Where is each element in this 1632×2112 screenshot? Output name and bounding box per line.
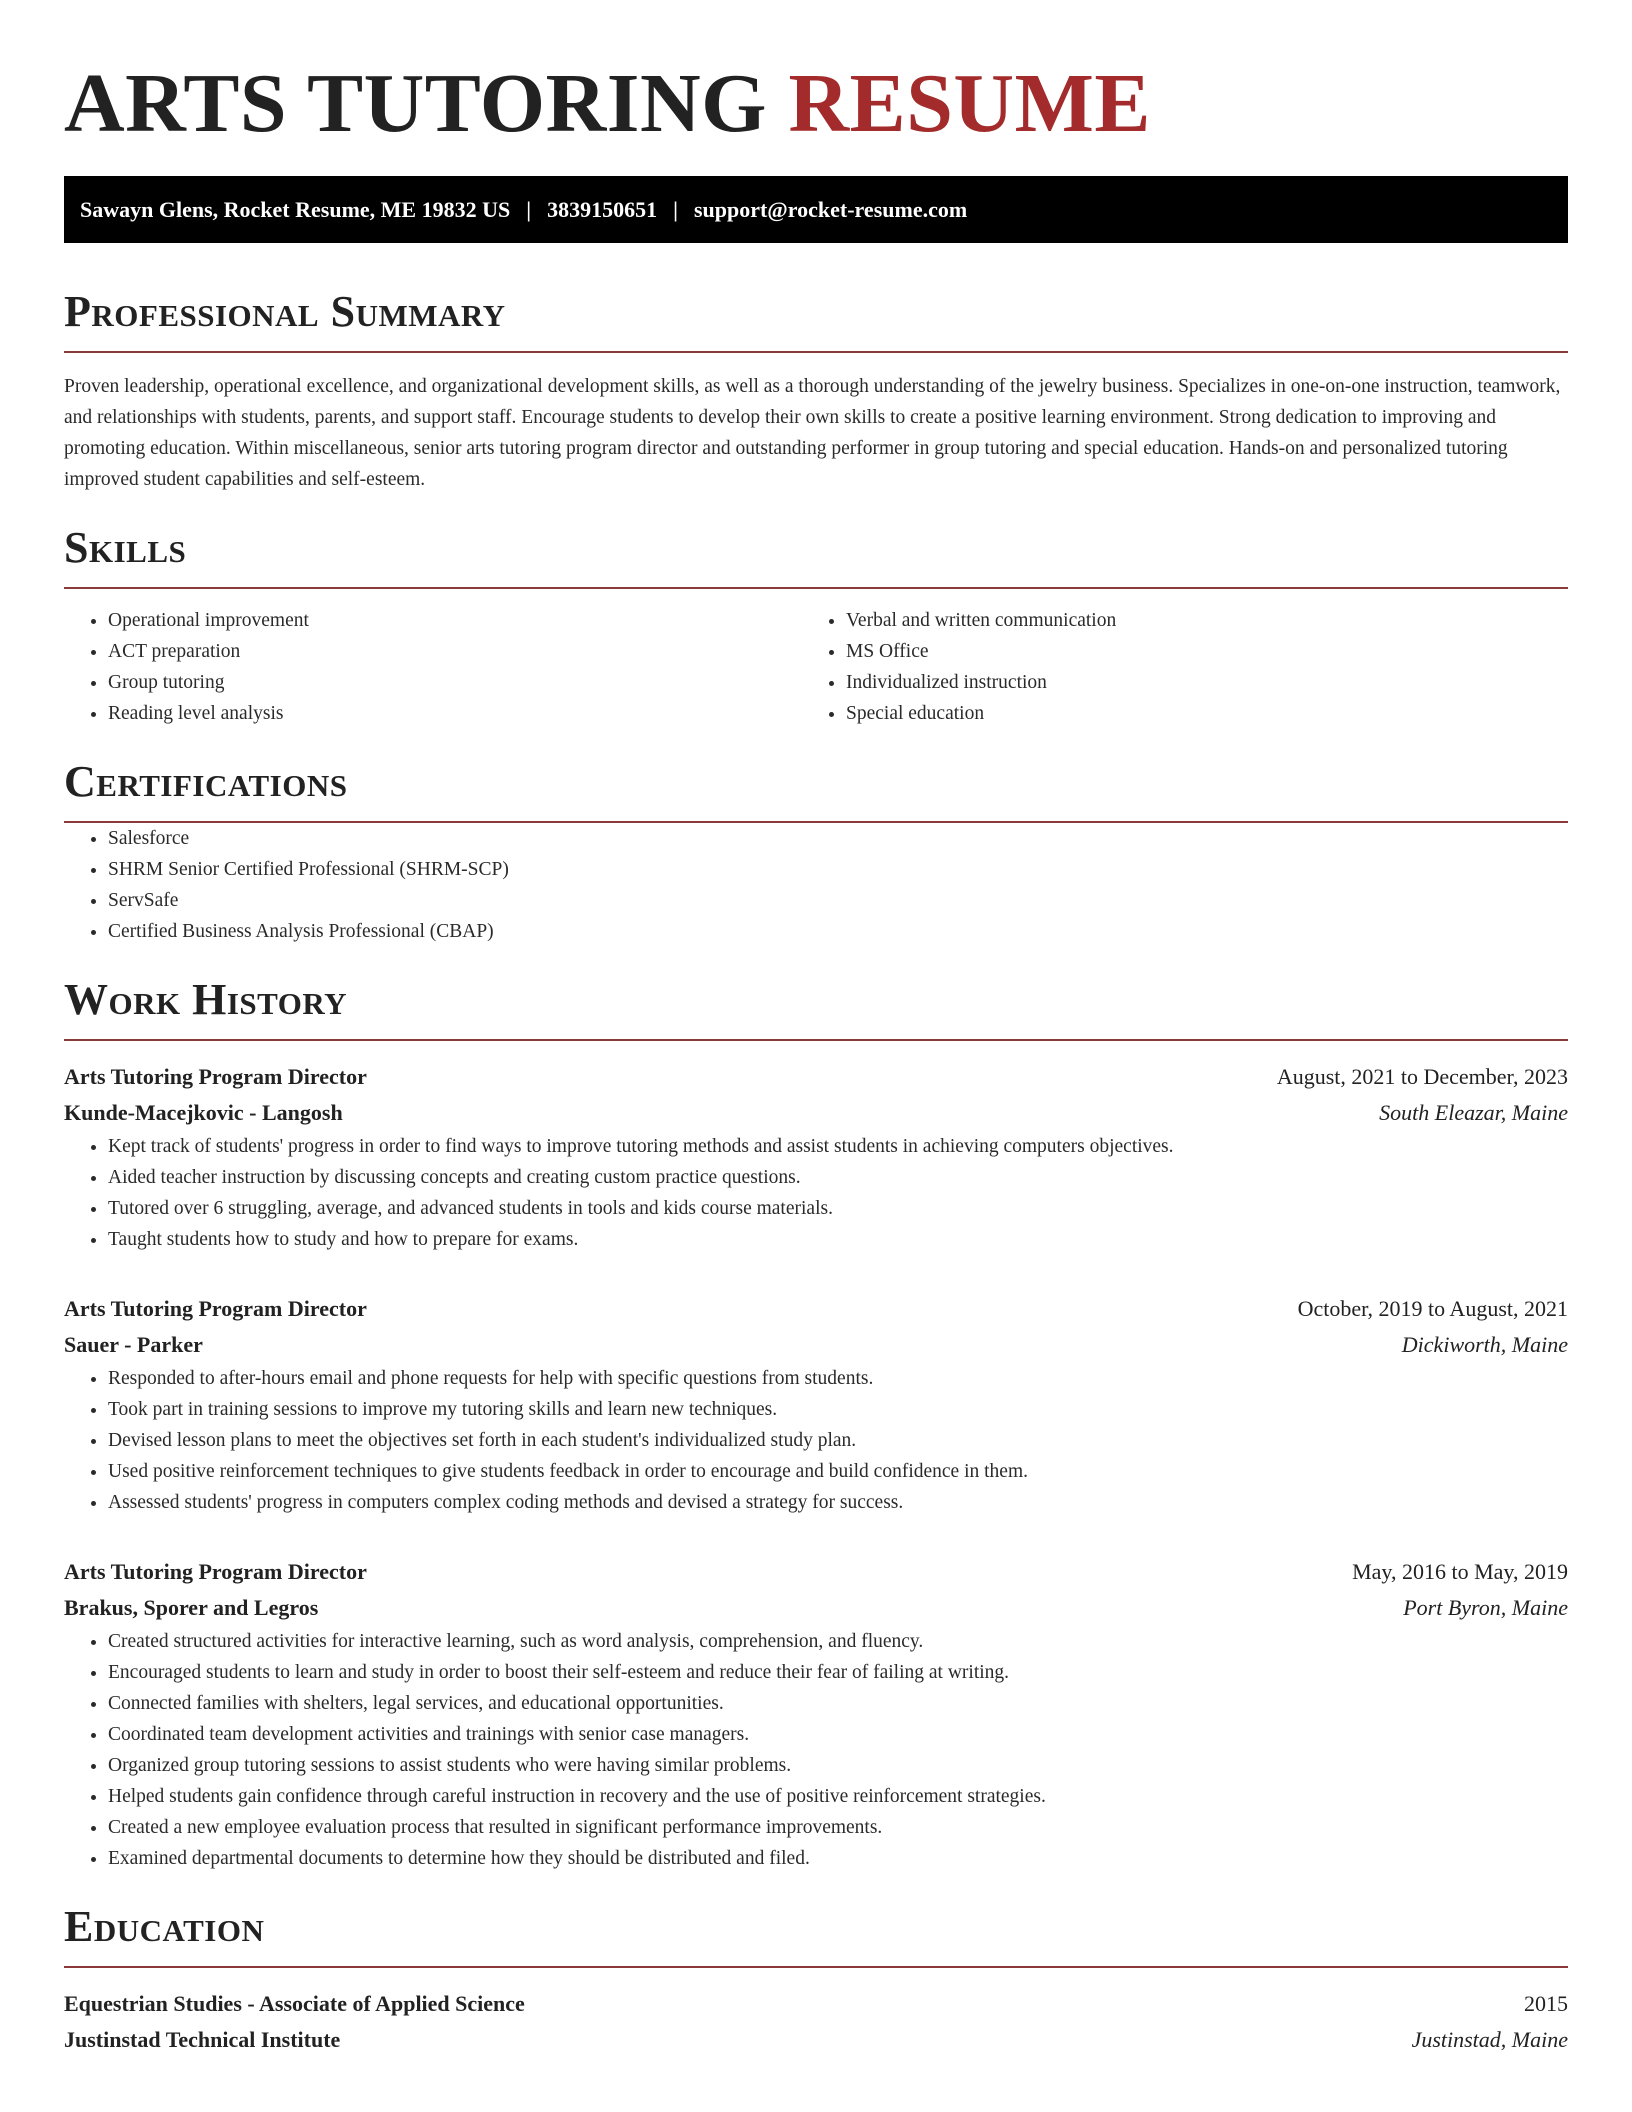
section-divider [64, 1966, 1568, 1968]
education-location: Justinstad, Maine [1411, 2027, 1568, 2052]
skill-item: • Group tutoring [108, 667, 802, 698]
job-duty: • Responded to after-hours email and phone requests for help with specific questions from students. [108, 1363, 1568, 1394]
certifications-list [64, 823, 1568, 947]
job-duties-list [64, 1363, 1568, 1518]
education-school: Justinstad Technical Institute [64, 2027, 341, 2052]
skills-list-left [64, 605, 802, 729]
skills-section [64, 523, 1568, 729]
job-duties-list [64, 1131, 1568, 1255]
work-history-section [64, 975, 1568, 1874]
job-company-row [64, 1327, 1568, 1363]
job-title-row [64, 1059, 1568, 1095]
job-duty: • Used positive reinforcement techniques to give students feedback in order to encourage and build confidence in them. [108, 1456, 1568, 1487]
skills-heading: Skills [64, 523, 187, 572]
contact-separator: | [526, 196, 532, 222]
job-title-row [64, 1291, 1568, 1327]
skill-item: • Special education [846, 698, 1540, 729]
job-company-row [64, 1095, 1568, 1131]
job-location: Dickiworth, Maine [1401, 1332, 1568, 1357]
certification-item: • ServSafe [108, 885, 1568, 916]
education-entry [64, 1986, 1568, 2058]
job-duty: • Connected families with shelters, legal services, and educational opportunities. [108, 1688, 1568, 1719]
job-title-row [64, 1554, 1568, 1590]
certification-item: • Certified Business Analysis Professional (CBAP) [108, 916, 1568, 947]
job-dates: August, 2021 to December, 2023 [1276, 1064, 1568, 1089]
summary-section [64, 287, 1568, 495]
education-section [64, 1902, 1568, 2058]
summary-text: Proven leadership, operational excellence, and organizational development skills, as well as a thorough understanding of the jewelry business. Specializes in one-on-one instruction, teamwork, and relationships with students, parents, and support staff. Encourage students to develop their own skills to create a positive learning environment. Strong dedication to improving and promoting education. Within miscellaneous, senior arts tutoring program director and outstanding performer in group tutoring and special education. Hands-on and personalized tutoring improved student capabilities and self-esteem. [64, 376, 1561, 490]
education-degree-row [64, 1986, 1568, 2022]
job-duties-list [64, 1626, 1568, 1874]
education-heading: Education [64, 1902, 265, 1951]
section-divider [64, 351, 1568, 353]
job-duty: • Created structured activities for interactive learning, such as word analysis, comprehension, and fluency. [108, 1626, 1568, 1657]
skill-item: • Individualized instruction [846, 667, 1540, 698]
job-entry [64, 1059, 1568, 1255]
title-accent: RESUME [788, 57, 1151, 150]
job-duty: • Took part in training sessions to improve my tutoring skills and learn new techniques. [108, 1394, 1568, 1425]
skill-item: • MS Office [846, 636, 1540, 667]
job-company: Sauer - Parker [64, 1332, 203, 1357]
skills-columns [64, 605, 1568, 729]
job-entry [64, 1554, 1568, 1874]
job-company-row [64, 1590, 1568, 1626]
job-location: South Eleazar, Maine [1379, 1100, 1568, 1125]
job-dates: May, 2016 to May, 2019 [1352, 1559, 1568, 1584]
contact-phone[interactable]: 3839150651 [547, 196, 658, 222]
job-duty: • Coordinated team development activities and trainings with senior case managers. [108, 1719, 1568, 1750]
contact-email[interactable]: support@rocket-resume.com [693, 196, 968, 222]
skills-column-right [802, 605, 1540, 729]
certifications-heading: Certifications [64, 757, 348, 806]
contact-address: Sawayn Glens, Rocket Resume, ME 19832 US [80, 196, 511, 222]
job-duty: • Devised lesson plans to meet the objectives set forth in each student's individualized study plan. [108, 1425, 1568, 1456]
contact-separator: | [673, 196, 678, 222]
skills-list-right [802, 605, 1540, 729]
job-duty: • Assessed students' progress in computers complex coding methods and devised a strategy for success. [108, 1487, 1568, 1518]
resume-title [64, 56, 1568, 152]
certifications-section [64, 757, 1568, 947]
job-dates: October, 2019 to August, 2021 [1297, 1296, 1568, 1321]
title-main: ARTS TUTORING [64, 57, 767, 150]
skill-item: • ACT preparation [108, 636, 802, 667]
job-duty: • Tutored over 6 struggling, average, and advanced students in tools and kids course materials. [108, 1193, 1568, 1224]
section-divider [64, 587, 1568, 589]
job-entry [64, 1291, 1568, 1518]
skill-item: • Operational improvement [108, 605, 802, 636]
job-title: Arts Tutoring Program Director [64, 1296, 367, 1321]
job-duty: • Aided teacher instruction by discussing concepts and creating custom practice questions. [108, 1162, 1568, 1193]
job-title: Arts Tutoring Program Director [64, 1064, 367, 1089]
summary-heading: Professional Summary [64, 287, 506, 336]
education-degree: Equestrian Studies - Associate of Applied Science [64, 1991, 525, 2016]
education-school-row [64, 2022, 1568, 2058]
job-duty: • Organized group tutoring sessions to assist students who were having similar problems. [108, 1750, 1568, 1781]
work-history-heading: Work History [64, 975, 348, 1024]
skills-column-left [64, 605, 802, 729]
education-year: 2015 [1524, 1991, 1568, 2016]
section-divider [64, 1039, 1568, 1041]
certification-item: • SHRM Senior Certified Professional (SHRM-SCP) [108, 854, 1568, 885]
job-duty: • Examined departmental documents to determine how they should be distributed and filed. [108, 1843, 1568, 1874]
job-duty: • Kept track of students' progress in order to find ways to improve tutoring methods and assist students in achieving computers objectives. [108, 1131, 1568, 1162]
contact-bar [64, 176, 1568, 243]
skill-item: • Verbal and written communication [846, 605, 1540, 636]
job-company: Brakus, Sporer and Legros [64, 1595, 319, 1620]
skill-item: • Reading level analysis [108, 698, 802, 729]
job-duty: • Helped students gain confidence through careful instruction in recovery and the use of positive reinforcement strategies. [108, 1781, 1568, 1812]
job-title: Arts Tutoring Program Director [64, 1559, 367, 1584]
certification-item: • Salesforce [108, 823, 1568, 854]
job-duty: • Created a new employee evaluation process that resulted in significant performance improvements. [108, 1812, 1568, 1843]
job-location: Port Byron, Maine [1403, 1595, 1568, 1620]
job-company: Kunde-Macejkovic - Langosh [64, 1100, 343, 1125]
job-duty: • Taught students how to study and how to prepare for exams. [108, 1224, 1568, 1255]
job-duty: • Encouraged students to learn and study in order to boost their self-esteem and reduce their fear of failing at writing. [108, 1657, 1568, 1688]
